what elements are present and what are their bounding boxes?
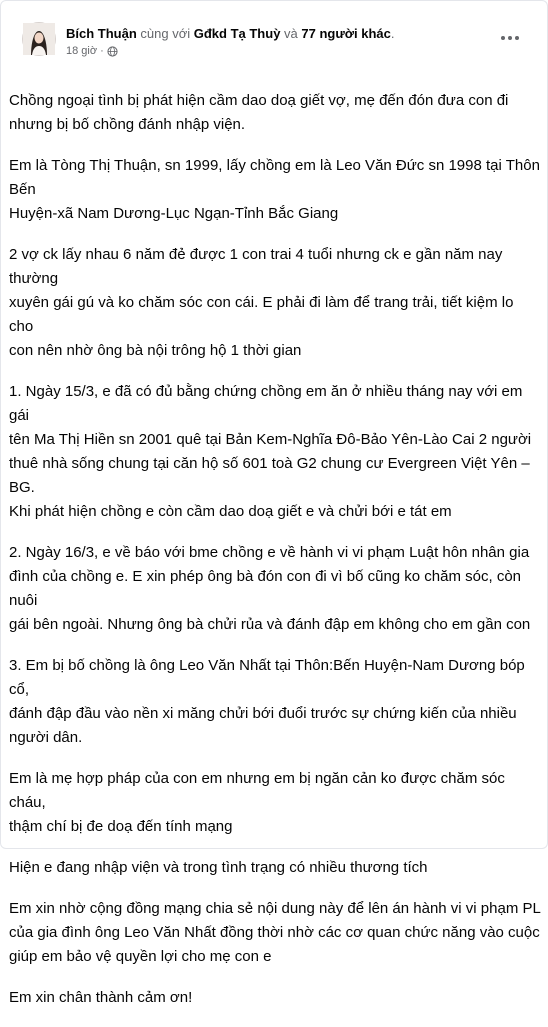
paragraph: 1. Ngày 15/3, e đã có đủ bằng chứng chồng em ăn ở nhiều tháng nay với em gái tên Ma Thị Hiền sn 2001 quê tại Bản Kem-Nghĩa Đô-Bảo Yên-Lào Cai 2 người thuê nhà sống chung tại căn hộ số 601 toà G2 chung cư Evergreen Việt Yên – BG. Khi phát hiện chồng e còn cầm dao doạ giết e và chửi bới e tát em [9,383,532,520]
others-link[interactable]: 77 người khác [301,26,391,41]
paragraph: Em xin chân thành cảm ơn! [9,989,193,1006]
more-dots-icon[interactable] [498,28,522,48]
author-name[interactable]: Bích Thuận [66,26,137,41]
paragraph: 2. Ngày 16/3, e về báo với bme chồng e về hành vi vi phạm Luật hôn nhân gia đình của chồng e. E xin phép ông bà đón con đi vì bố cũng ko chăm sóc, còn nuôi gái bên ngoài. Nhưng ông bà chửi rủa và đánh đập em không cho em gần con [9,544,531,633]
period: . [390,26,395,41]
post-body [9,89,541,1027]
post-time[interactable]: 18 giờ [66,45,98,57]
post-header [22,22,532,62]
avatar[interactable] [22,22,56,56]
paragraph: 3. Em bị bố chồng là ông Leo Văn Nhất tại Thôn:Bến Huyện-Nam Dương bóp cổ, đánh đập đầu vào nền xi măng chửi bới đuổi trước sự chứng kiến của nhiều người dân. [9,657,525,746]
tagged-user[interactable]: Gđkd Tạ Thuỳ [193,26,281,41]
paragraph: 2 vợ ck lấy nhau 6 năm đẻ được 1 con trai 4 tuổi nhưng ck e gần năm nay thường xuyên gái gú và ko chăm sóc con cái. E phải đi làm để trang trải, tiết kiệm lo cho con nên nhờ ông bà nội trông hộ 1 thời gian [9,246,514,359]
with-text: cùng với [140,26,191,41]
post-meta [66,44,118,58]
paragraph: Chồng ngoại tình bị phát hiện cầm dao doạ giết vợ, mẹ đến đón đưa con đi nhưng bị bố chồng đánh nhập viện. [9,92,509,133]
paragraph: Em là Tòng Thị Thuận, sn 1999, lấy chồng em là Leo Văn Đức sn 1998 tại Thôn Bến Huyện-xã Nam Dương-Lục Ngạn-Tỉnh Bắc Giang [9,157,540,222]
meta-separator: · [100,45,104,57]
paragraph: Em xin nhờ cộng đồng mạng chia sẻ nội dung này để lên án hành vi vi phạm PL của gia đình ông Leo Văn Nhất đồng thời nhờ các cơ quan chức năng vào cuộc giúp em bảo vệ quyền lợi cho mẹ con e [9,900,541,965]
paragraph: Em là mẹ hợp pháp của con em nhưng em bị ngăn cản ko được chăm sóc cháu, thậm chí bị đe doạ đến tính mạng [9,770,505,835]
globe-icon[interactable] [107,46,118,57]
author-line [66,26,395,42]
and-text: và [284,26,298,41]
paragraph: Hiện e đang nhập viện và trong tình trạng có nhiều thương tích [9,859,428,876]
